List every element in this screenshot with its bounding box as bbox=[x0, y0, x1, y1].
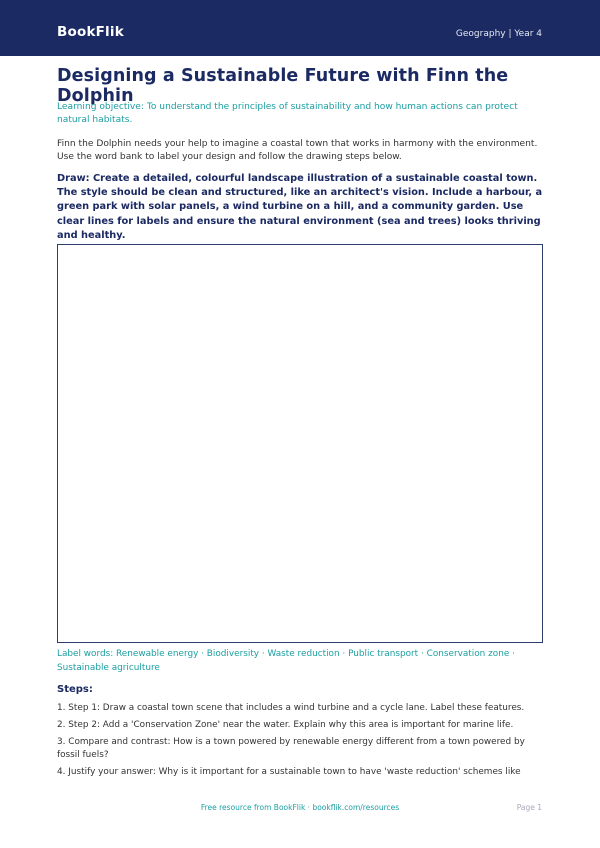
draw-prompt: Draw: Create a detailed, colourful landscape illustration of a sustainable coastal town. The style should be clean and structured, like an architect's vision. Include a harbour, a green park with solar panels, a wind turbine on a hill, and a community garden. Use clear lines for labels and ensure the natural environment (sea and trees) looks thriving and healthy. bbox=[57, 173, 543, 241]
footer-credit: Free resource from BookFlik · bookflik.com/resources bbox=[200, 803, 400, 812]
step-item: 2. Step 2: Add a 'Conservation Zone' near the water. Explain why this area is important for marine life. bbox=[57, 720, 514, 730]
steps-heading: Steps: bbox=[57, 684, 93, 695]
page-number: Page 1 bbox=[516, 803, 542, 812]
intro-text: Finn the Dolphin needs your help to imagine a coastal town that works in harmony with the environment. Use the word bank to label your design and follow the drawing steps below. bbox=[57, 139, 538, 162]
subject-year-label: Geography | Year 4 bbox=[455, 29, 542, 39]
learning-objective: Learning objective: To understand the principles of sustainability and how human actions can protect natural habitats. bbox=[57, 102, 518, 125]
page-title: Designing a Sustainable Future with Finn the Dolphin bbox=[57, 66, 509, 106]
step-item: 1. Step 1: Draw a coastal town scene that includes a wind turbine and a cycle lane. Label these features. bbox=[57, 703, 525, 713]
steps-list bbox=[57, 702, 547, 783]
label-word-bank: Label words: Renewable energy · Biodiversity · Waste reduction · Public transport · Conservation zone · Sustainable agriculture bbox=[57, 649, 515, 673]
step-item: 4. Justify your answer: Why is it important for a sustainable town to have 'waste reduction' schemes like bbox=[57, 767, 521, 777]
step-item: 3. Compare and contrast: How is a town powered by renewable energy different from a town powered by fossil fuels? bbox=[57, 737, 525, 760]
drawing-area[interactable] bbox=[57, 244, 543, 643]
header-bar bbox=[0, 0, 600, 56]
brand-logo-text: BookFlik bbox=[57, 24, 124, 40]
